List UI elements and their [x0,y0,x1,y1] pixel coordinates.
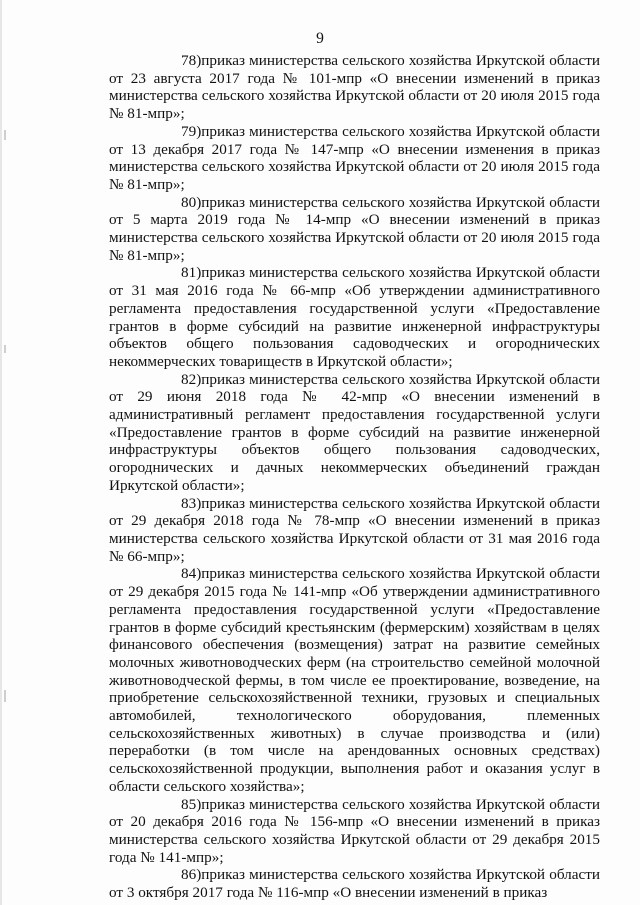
list-item [109,495,600,566]
list-item [109,866,600,901]
list-item [109,123,600,194]
item-text: приказ министерства сельского хозяйства Иркутской области от 29 июня 2018 года № 42-мпр «О внесении изменений в административный регламент предоставления государственной услуги «Предоставление грантов в форме субсидий на развитие инженерной инфраструктуры объектов общего пользования садоводческих, огороднических и дачных некоммерческих объединений граждан Иркутской области»; [109,370,600,494]
item-number: 83) [181,494,202,512]
item-text: приказ министерства сельского хозяйства Иркутской области от 29 декабря 2015 года № 141-мпр «Об утверждении административного регламента предоставления государственной услуги «Предоставление грантов в форме субсидий крестьянским (фермерским) хозяйствам в целях финансового обеспечения (возмещения) затрат на развитие семейных молочных животноводческих ферм (на строительство семейной молочной животноводческой фермы, в том числе ее проектирование, возведение, на приобретение сельскохозяйственной техники, грузовых и специальных автомобилей, технологического оборудования, племенных сельскохозяйственных животных) в случае производства и (или) переработки (в том числе на арендованных основных средствах) сельскохозяйственной продукции, выполнения работ и оказания услуг в области сельского хозяйства»; [109,565,600,795]
item-text: приказ министерства сельского хозяйства Иркутской области от 20 декабря 2016 года № 156-мпр «О внесении изменений в приказ министерства сельского хозяйства Иркутской области от 29 декабря 2015 года № 141-мпр»; [109,795,600,866]
item-text: приказ министерства сельского хозяйства Иркутской области от 5 марта 2019 года № 14-мпр «О внесении изменений в приказ министерства сельского хозяйства Иркутской области от 20 июля 2015 года № 81-мпр»; [109,193,600,264]
item-number: 81) [181,264,202,282]
document-body [109,52,600,902]
list-item [109,796,600,867]
scan-edge [0,0,2,905]
list-item [109,565,600,795]
item-text: приказ министерства сельского хозяйства Иркутской области от 3 октября 2017 года № 116-мпр «О внесении изменений в приказ [109,866,600,902]
item-text: приказ министерства сельского хозяйства Иркутской области от 23 августа 2017 года № 101-мпр «О внесении изменений в приказ министерства сельского хозяйства Иркутской области от 20 июля 2015 года № 81-мпр»; [109,52,600,123]
item-text: приказ министерства сельского хозяйства Иркутской области от 13 декабря 2017 года № 147-мпр «О внесении изменения в приказ министерства сельского хозяйства Иркутской области от 20 июля 2015 года № 81-мпр»; [109,122,600,193]
item-number: 79) [181,122,202,140]
item-number: 82) [181,370,202,388]
list-item [109,52,600,123]
scan-mark [4,130,6,140]
item-number: 86) [181,866,202,884]
item-number: 85) [181,795,202,813]
list-item [109,371,600,495]
item-number: 84) [181,565,202,583]
item-number: 80) [181,193,202,211]
scan-mark [4,345,6,353]
scan-mark [4,690,6,702]
item-text: приказ министерства сельского хозяйства Иркутской области от 29 декабря 2018 года № 78-мпр «О внесении изменений в приказ министерства сельского хозяйства Иркутской области от 31 мая 2016 года № 66-мпр»; [109,494,600,565]
page-number: 9 [316,30,324,47]
list-item [109,264,600,370]
item-number: 78) [181,52,202,69]
list-item [109,194,600,265]
item-text: приказ министерства сельского хозяйства Иркутской области от 31 мая 2016 года № 66-мпр «Об утверждении административного регламента предоставления государственной услуги «Предоставление грантов в форме субсидий на развитие инженерной инфраструктуры объектов общего пользования садоводческих и огороднических некоммерческих товариществ в Иркутской области»; [109,264,600,370]
